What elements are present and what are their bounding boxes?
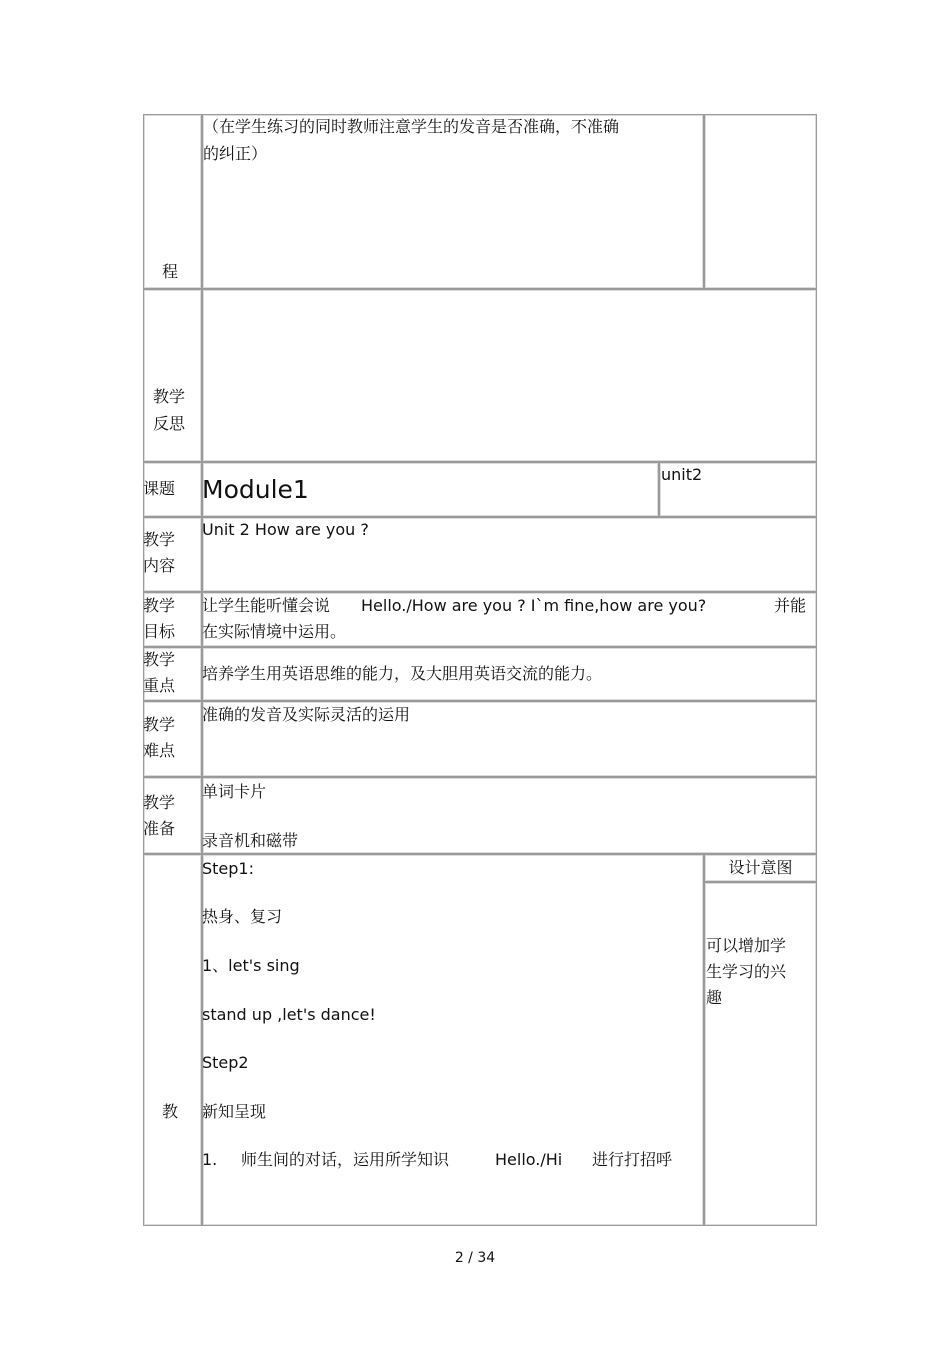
step-line: stand up ,let's dance!: [202, 1005, 376, 1024]
goal-line-2: 在实际情境中运用。: [202, 622, 347, 641]
step-line: Step1:: [202, 859, 254, 878]
intent-line: 可以增加学: [706, 936, 787, 955]
step-last-c: Hello./Hi: [495, 1150, 563, 1169]
teaching-label-cell: [143, 854, 202, 1226]
page-number: 2 / 34: [454, 1250, 496, 1266]
process-intent-cell: [704, 114, 817, 289]
goal-label-line-1: 教学: [143, 596, 176, 615]
intent-line: 生学习的兴: [706, 962, 787, 981]
topic-value: Module1: [202, 475, 309, 504]
process-content-line-2: 的纠正）: [203, 144, 268, 163]
process-content-line-1: （在学生练习的同时教师注意学生的发音是否准确，不准确: [203, 117, 620, 136]
preparation-label-line-2: 准备: [143, 819, 176, 838]
step-line: 1、let's sing: [202, 956, 300, 975]
intent-line: 趣: [706, 988, 723, 1007]
goal-line-1-c: 并能: [774, 596, 807, 615]
goal-label-line-2: 目标: [143, 622, 176, 641]
intent-header: 设计意图: [728, 858, 793, 877]
topic-label: 课题: [143, 479, 176, 498]
preparation-label-line-1: 教学: [143, 793, 176, 812]
step-line: 热身、复习: [202, 907, 283, 926]
reflection-label-line-2: 反思: [153, 414, 186, 433]
step-last-b: 师生间的对话，运用所学知识: [241, 1150, 450, 1169]
topic-unit: unit2: [661, 465, 703, 484]
content-value: Unit 2 How are you ?: [202, 520, 369, 539]
process-label: 程: [162, 262, 179, 281]
difficulty-label-line-2: 难点: [143, 741, 176, 760]
content-label-line-2: 内容: [143, 556, 176, 575]
reflection-label-line-1: 教学: [153, 387, 186, 406]
process-content-cell: [202, 114, 704, 289]
step-line: 新知呈现: [202, 1102, 267, 1121]
key-point-label-line-1: 教学: [143, 650, 176, 669]
goal-line-1-a: 让学生能听懂会说: [202, 596, 331, 615]
step-line: Step2: [202, 1053, 249, 1072]
key-point-value: 培养学生用英语思维的能力，及大胆用英语交流的能力。: [202, 664, 603, 683]
step-last-a: 1.: [202, 1150, 218, 1169]
content-label-line-1: 教学: [143, 530, 176, 549]
difficulty-label-line-1: 教学: [143, 715, 176, 734]
step-last-d: 进行打招呼: [592, 1150, 673, 1169]
teaching-label: 教: [162, 1102, 179, 1121]
preparation-item: 录音机和磁带: [202, 831, 299, 850]
reflection-content-cell: [202, 289, 817, 462]
key-point-label-line-2: 重点: [143, 676, 176, 695]
difficulty-value: 准确的发音及实际灵活的运用: [202, 705, 411, 724]
goal-line-1-b: Hello./How are you ? I`m fine,how are you?: [361, 596, 707, 615]
preparation-item: 单词卡片: [202, 782, 267, 801]
